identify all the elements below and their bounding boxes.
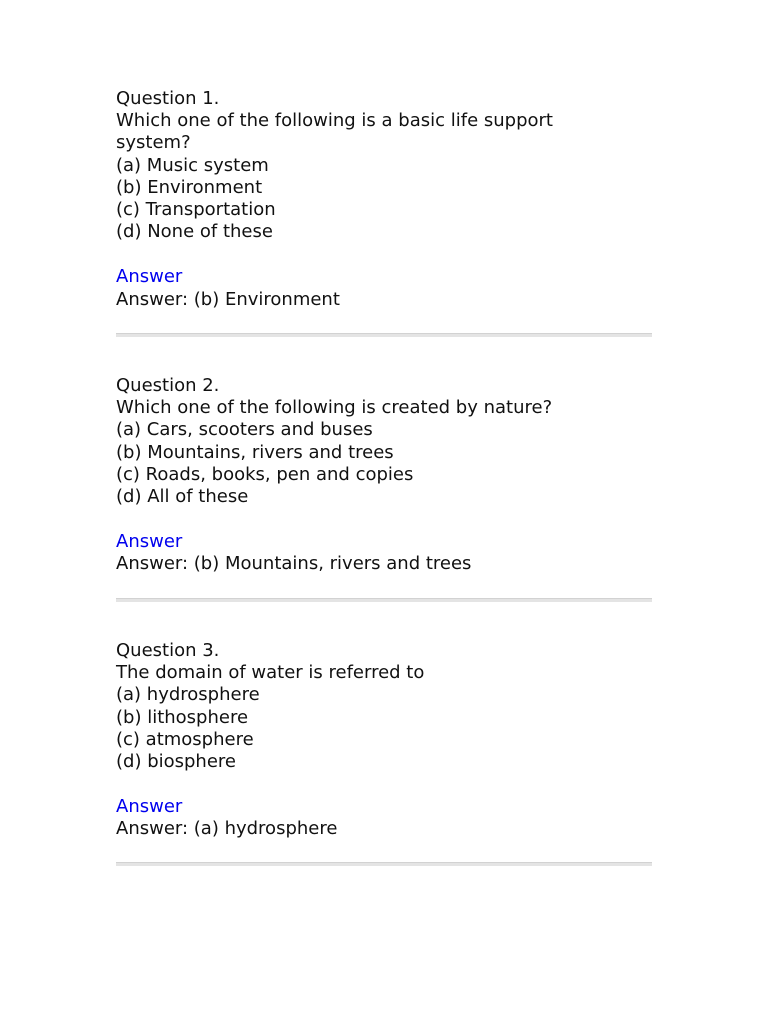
quiz-page: [116, 88, 652, 905]
answer-toggle-link[interactable]: Answer: [116, 796, 183, 818]
divider: [116, 862, 652, 866]
option-c: (c) Transportation: [116, 199, 276, 221]
option-d: (d) biosphere: [116, 751, 236, 773]
option-b: (b) Mountains, rivers and trees: [116, 441, 394, 463]
divider: [116, 598, 652, 602]
option-c: (c) atmosphere: [116, 728, 254, 750]
question-1: [116, 88, 652, 375]
option-b: (b) Environment: [116, 176, 263, 198]
option-a: (a) Music system: [116, 154, 269, 176]
answer-text: Answer: (b) Mountains, rivers and trees: [116, 553, 472, 575]
option-d: (d) None of these: [116, 221, 273, 243]
answer-text: Answer: (b) Environment: [116, 288, 340, 310]
question-2: [116, 375, 652, 640]
option-a: (a) Cars, scooters and buses: [116, 419, 373, 441]
divider: [116, 333, 652, 337]
option-b: (b) lithosphere: [116, 706, 249, 728]
question-text: Which one of the following is created by nature?: [116, 397, 553, 419]
answer-toggle-link[interactable]: Answer: [116, 266, 183, 288]
question-text: system?: [116, 132, 191, 154]
spacer: [116, 773, 652, 796]
question-text: The domain of water is referred to: [116, 662, 425, 684]
option-d: (d) All of these: [116, 486, 249, 508]
spacer: [116, 243, 652, 266]
question-text: Which one of the following is a basic life support: [116, 110, 553, 132]
answer-text: Answer: (a) hydrosphere: [116, 818, 338, 840]
question-heading: Question 3.: [116, 640, 220, 661]
spacer: [116, 508, 652, 531]
option-c: (c) Roads, books, pen and copies: [116, 463, 414, 485]
question-heading: Question 1.: [116, 88, 220, 109]
option-a: (a) hydrosphere: [116, 684, 260, 706]
question-3: [116, 640, 652, 905]
question-heading: Question 2.: [116, 375, 220, 396]
answer-toggle-link[interactable]: Answer: [116, 531, 183, 553]
